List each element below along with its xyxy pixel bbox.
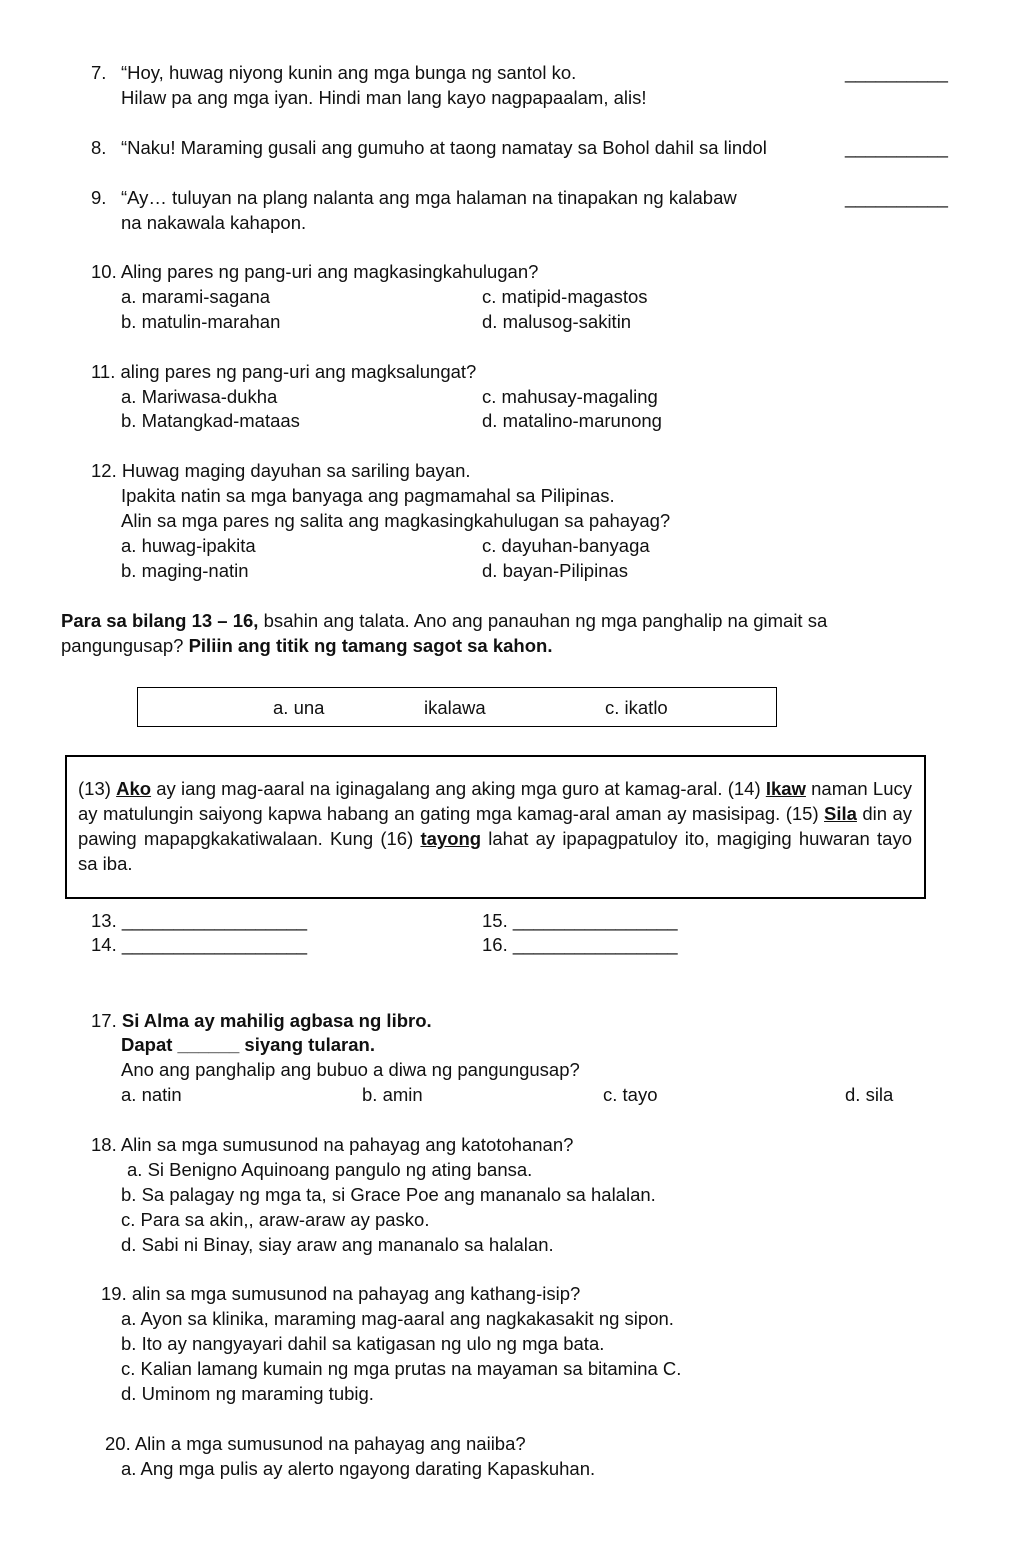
q20-stem: 20. Alin a mga sumusunod na pahayag ang naiiba? [105,1433,526,1454]
q18-option-b: b. Sa palagay ng mga ta, si Grace Poe ang mananalo sa halalan. [121,1184,656,1205]
q10-option-a: a. marami-sagana [121,286,271,307]
q17-option-b: b. amin [362,1084,423,1105]
pronoun-14: Ikaw [765,778,806,799]
q20-option-a: a. Ang mga pulis ay alerto ngayong darating Kapaskuhan. [121,1458,596,1479]
q17-line2: Dapat ______ siyang tularan. [121,1034,375,1055]
passage-text [78,776,912,876]
passage-seg-16: lahat ay ipapagpatuloy ito, magiging huwaran tayo sa iba. [78,828,912,874]
q10-stem: 10. Aling pares ng pang-uri ang magkasingkahulugan? [91,261,539,282]
q18-option-d: d. Sabi ni Binay, siay araw ang mananalo sa halalan. [121,1234,554,1255]
q12-option-b: b. maging-natin [121,560,249,581]
answer-13: 13. __________________ [91,910,308,931]
q11-option-d: d. matalino-marunong [482,410,662,431]
q19-option-c: c. Kalian lamang kumain ng mga prutas na mayaman sa bitamina C. [121,1358,682,1379]
q19-stem: 19. alin sa mga sumusunod na pahayag ang kathang-isip? [101,1283,581,1304]
instructions-range: Para sa bilang 13 – 16, [61,610,259,631]
q11-stem: 11. aling pares ng pang-uri ang magksalungat? [91,361,477,382]
q17-line1 [91,1009,432,1033]
q19-option-d: d. Uminom ng maraming tubig. [121,1383,374,1404]
answer-14: 14. __________________ [91,934,308,955]
q7-number: 7. [91,62,107,83]
q17-option-a: a. natin [121,1084,182,1105]
q11-option-b: b. Matangkad-mataas [121,410,300,431]
q10-option-b: b. matulin-marahan [121,311,281,332]
q8-line1: “Naku! Maraming gusali ang gumuho at taong namatay sa Bohol dahil sa lindol [121,137,767,158]
q11-option-c: c. mahusay-magaling [482,386,658,407]
choice-c: c. ikatlo [605,697,668,718]
instructions-text2: pangungusap? [61,635,189,656]
instructions-text1: bsahin ang talata. Ano ang panauhan ng mga panghalip na gimait sa [258,610,828,631]
q9-answer-blank: __________ [845,187,948,208]
q17-sentence: Si Alma ay mahilig agbasa ng libro. [121,1010,432,1031]
q12-option-a: a. huwag-ipakita [121,535,256,556]
q9-line2: na nakawala kahapon. [121,212,307,233]
q10-option-c: c. matipid-magastos [482,286,648,307]
q17-line3: Ano ang panghalip ang bubuo a diwa ng pangungusap? [121,1059,580,1080]
instructions-directive: Piliin ang titik ng tamang sagot sa kahon. [188,635,553,656]
instructions-line1 [61,609,827,633]
q7-answer-blank: __________ [845,62,948,83]
passage-num-13: (13) [78,778,117,799]
q7-line2: Hilaw pa ang mga iyan. Hindi man lang kayo nagpapaalam, alis! [121,87,647,108]
q12-line3: Alin sa mga pares ng salita ang magkasingkahulugan sa pahayag? [121,510,671,531]
passage-seg-15: din ay pawing mapapgkakatiwalaan. Kung (16) [78,803,913,849]
answer-16: 16. ________________ [482,934,678,955]
q12-line1: 12. Huwag maging dayuhan sa sariling bayan. [91,460,471,481]
pronoun-13: Ako [116,778,152,799]
q11-option-a: a. Mariwasa-dukha [121,386,278,407]
pronoun-16: tayong [420,828,482,849]
answer-15: 15. ________________ [482,910,678,931]
q19-option-a: a. Ayon sa klinika, maraming mag-aaral ang nagkakasakit ng sipon. [121,1308,674,1329]
q9-line1: “Ay… tuluyan na plang nalanta ang mga halaman na tinapakan ng kalabaw [121,187,737,208]
instructions-line2 [61,634,552,658]
q8-answer-blank: __________ [845,137,948,158]
q17-option-c: c. tayo [603,1084,658,1105]
q9-number: 9. [91,187,107,208]
q12-option-d: d. bayan-Pilipinas [482,560,629,581]
q18-option-a: a. Si Benigno Aquinoang pangulo ng ating bansa. [127,1159,533,1180]
q7-line1: “Hoy, huwag niyong kunin ang mga bunga ng santol ko. [121,62,577,83]
q18-option-c: c. Para sa akin,, araw-araw ay pasko. [121,1209,430,1230]
pronoun-15: Sila [824,803,857,824]
passage-seg-14: naman Lucy ay matulungin saiyong kapwa habang an gating mga kamag-aral aman ay masisipag. (15) [78,778,912,824]
q8-number: 8. [91,137,107,158]
q19-option-b: b. Ito ay nangyayari dahil sa katigasan ng ulo ng mga bata. [121,1333,605,1354]
q10-option-d: d. malusog-sakitin [482,311,632,332]
passage-seg-13: ay iang mag-aaral na iginagalang ang aking mga guro at kamag-aral. (14) [151,778,766,799]
q17-number: 17. [91,1010,122,1031]
q12-option-c: c. dayuhan-banyaga [482,535,650,556]
choice-b: ikalawa [424,697,486,718]
q18-stem: 18. Alin sa mga sumusunod na pahayag ang katotohanan? [91,1134,574,1155]
choice-a: a. una [273,697,325,718]
q12-line2: Ipakita natin sa mga banyaga ang pagmamahal sa Pilipinas. [121,485,615,506]
q17-option-d: d. sila [845,1084,894,1105]
